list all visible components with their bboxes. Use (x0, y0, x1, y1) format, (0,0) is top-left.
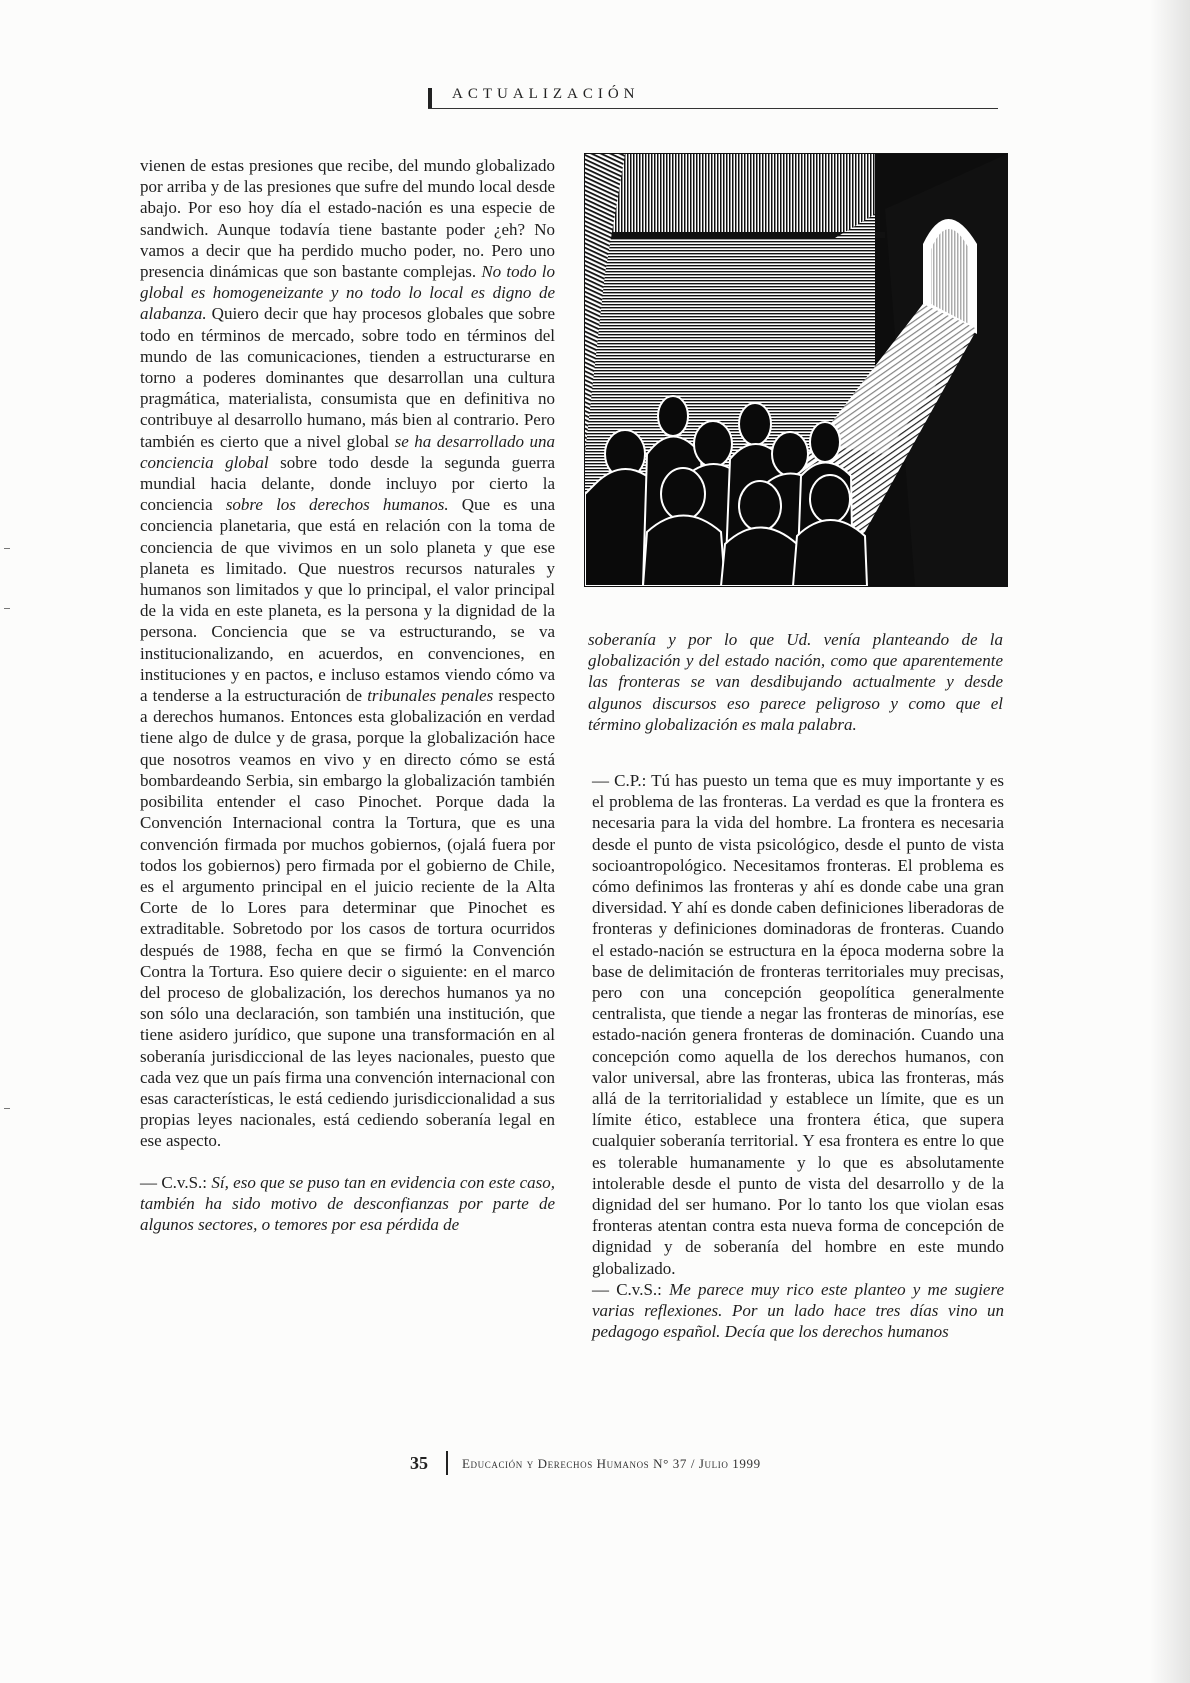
scan-edge-shadow (1150, 0, 1190, 1683)
margin-mark (4, 608, 10, 609)
speaker-label: — C.v.S.: (140, 1172, 212, 1192)
left-column (140, 155, 555, 1235)
illustration (584, 153, 1008, 587)
interviewee-answer: — C.P.: Tú has puesto un tema que es muy importante y es el problema de las fronteras. La verdad es que la frontera es necesaria para la vida del hombre. La frontera es necesaria desde el punto de vista psicológico, desde el punto de vista socioantropológico. Necesitamos fronteras. El problema es cómo definimos las fronteras y ahí es donde cabe una gran diversidad. Y ahí es donde caben definiciones liberadoras de fronteras y definiciones dominadoras de fronteras. Cuando el estado-nación se estructura en la época moderna sobre la base de delimitación de fronteras territoriales muy precisas, pero con una concepción geopolítica generalmente centralista, que tiende a negar las fronteras de minorías, ese estado-nación genera fronteras de dominación. Cuando una concepción como aquella de los derechos humanos, con valor universal, abre las fronteras, ubica las fronteras, más allá de la territorialidad y establece un límite, que es un límite ético, establece una frontera ética, que supera cualquier soberanía territorial. Y esa frontera es entre lo que es tolerable humanamente y lo que es absolutamente intolerable desde el punto de vista del desarrollo y de la dignidad del ser humano. Por lo tanto los que violan esas fronteras atentan contra esta nueva forma de concepción de dignidad y de soberanía del hombre en este mundo globalizado. (592, 771, 1004, 1278)
publication-info: Educación y Derechos Humanos N° 37 / Julio 1999 (462, 1456, 761, 1471)
interviewer-question (140, 1172, 555, 1236)
text-run: sobre todo desde la segunda guerra mundial hacia delante, donde incluyo por cierto la conciencia (140, 452, 556, 515)
text-run-italic: se ha desarrollado una conciencia global (140, 431, 555, 472)
text-run-italic: tribunales penales (367, 686, 494, 706)
text-run: vienen de estas presiones que recibe, del mundo globalizado por arriba y de las presiones que sufre del mundo local desde abajo. Por eso hoy día el estado-nación es una especie de sandwich. Aunque todavía tiene bastante poder ¿eh? No vamos a decir que ha perdido mucho poder, no. Pero uno presencia dinámicas que son bastante complejas. (140, 156, 555, 282)
question-text: Sí, eso que se puso tan en evidencia con este caso, también ha sido motivo de desconfianzas por parte de algunos sectores, o temores por esa pérdida de (140, 1172, 555, 1234)
text-run: Que es una conciencia planetaria, que está en relación con la toma de conciencia de que vivimos en un solo planeta y que ese planeta es limitado. Que nuestros recursos naturales y humanos son limitados y que lo principal, el valor principal de la vida en este planeta, es la persona y la dignidad de la persona. Conciencia que se va estructurando, se va institucionalizando, en acuerdos, en convenciones, en instituciones y en pactos, e incluso estamos viendo cómo va a tenderse a la estructuración de (140, 495, 555, 706)
page-number: 35 (410, 1453, 428, 1473)
margin-mark (4, 548, 10, 549)
right-column (592, 770, 1004, 1342)
section-title: ACTUALIZACIÓN (452, 86, 640, 102)
question-continuation: soberanía y por lo que Ud. venía planteando de la globalización y del estado nación, como que aparentemente las fronteras se van desdibujando actualmente y desde algunos discursos eso parece peligroso y como que el término globalización es mala palabra. (588, 630, 1003, 734)
text-run-italic: sobre los derechos humanos. (225, 495, 449, 515)
text-run: respecto a derechos humanos. Entonces esta globalización en verdad tiene algo de dulce y de grasa, porque la globalización hace que nosotros veamos en vivo y en directo cómo se está bombardeando Serbia, sin embargo la globalización también posibilita entender el caso Pinochet. Porque dada la Convención Internacional contra la Tortura, que es una convención firmada por muchos gobiernos, (ojalá fuera por todos los gobiernos) pero firmada por el gobierno de Chile, es el argumento principal en el juicio reciente de la Alta Corte de lo Lores para determinar que Pinochet es extraditable. Sobretodo por los casos de tortura ocurridos después de 1988, fecha en que se firmó la Convención Contra la Tortura. Eso quiere decir o siguiente: en el marco del proceso de globalización, los derechos humanos ya no son sólo una declaración, son también una institución, que tiene asidero jurídico, que supone una transformación en al soberanía jurisdiccional de las leyes nacionales, puesto que cada vez que un país firma una convención internacional con esas características, le está cediendo jurisdiccionalidad a sus propias leyes nacionales, está cediendo soberanía legal en ese aspecto. (140, 686, 555, 1151)
right-column-continuation (588, 629, 1003, 735)
page-footer (410, 1451, 910, 1477)
interviewer-question (592, 1279, 1004, 1343)
woodcut-crowd-corridor-illustration (585, 154, 1007, 586)
speaker-label: — C.v.S.: (592, 1279, 670, 1299)
margin-mark (4, 1108, 10, 1109)
text-run-italic: No todo lo global es homogeneizante y no todo lo local es digno de alabanza. (140, 262, 555, 324)
text-run: Quiero decir que hay procesos globales que sobre todo en términos de mercado, sobre todo en términos del mundo de las comunicaciones, tienden a estructurarse en torno a poderes dominantes que desarrollan una cultura pragmática, materialista, consumista que en definitiva no contribuye al desarrollo humano, más bien al contrario. Pero también es cierto que a nivel global (140, 304, 555, 451)
footer-divider (446, 1451, 448, 1475)
section-header (428, 86, 998, 109)
paragraph-body (140, 155, 555, 1152)
header-bar (428, 88, 432, 108)
question-text: Me parece muy rico este planteo y me sugiere varias reflexiones. Por un lado hace tres días vino un pedagogo español. Decía que los derechos humanos (592, 1279, 1004, 1342)
